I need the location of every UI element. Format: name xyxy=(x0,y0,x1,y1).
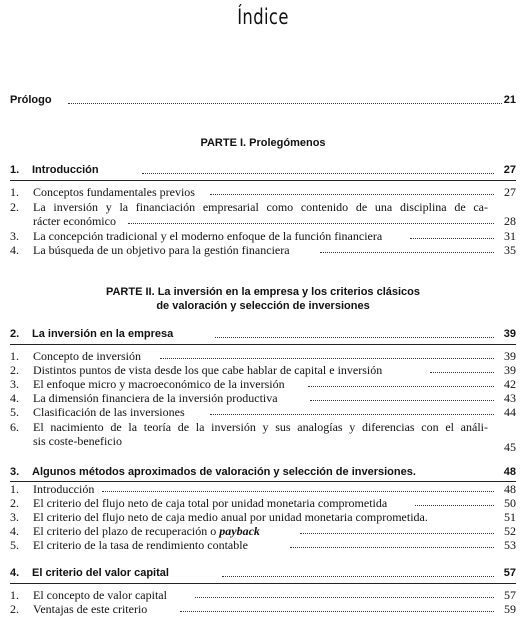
entry-number: 1. xyxy=(10,349,19,363)
entry-title: Conceptos fundamentales previos xyxy=(33,185,195,199)
entry-title: Ventajas de este criterio xyxy=(33,602,148,616)
entry-title-italic: payback xyxy=(219,524,260,538)
leader-dots xyxy=(160,358,494,359)
leader-dots xyxy=(310,400,494,401)
toc-entry[interactable] xyxy=(10,229,516,243)
entry-number: 4. xyxy=(10,243,19,257)
leader-dots xyxy=(415,505,494,506)
chapter-title: Algunos métodos aproximados de valoración y selección de inversiones. xyxy=(32,466,416,478)
leader-dots xyxy=(128,223,494,224)
leader-dots xyxy=(195,597,494,598)
toc-page-number: 43 xyxy=(504,391,516,405)
entry-title xyxy=(33,524,261,539)
entry-number: 5. xyxy=(10,405,19,419)
part-heading: PARTE I. Prolegómenos xyxy=(200,137,326,149)
toc-page-number: 27 xyxy=(503,164,516,176)
entry-number: 1. xyxy=(10,482,19,496)
entry-title: La dimensión financiera de la inversión productiva xyxy=(33,391,278,405)
entry-title: La concepción tradicional y el moderno enfoque de la función financiera xyxy=(33,229,383,243)
toc-page-number: 59 xyxy=(504,602,516,616)
chapter-divider xyxy=(10,180,516,181)
entry-number: 1. xyxy=(10,588,19,602)
toc-entry[interactable] xyxy=(10,482,516,496)
toc-entry[interactable] xyxy=(10,602,516,616)
chapter-number: 2. xyxy=(10,328,20,340)
entry-title: Clasificación de las inversiones xyxy=(33,405,185,419)
toc-page-number: 48 xyxy=(503,466,516,478)
leader-dots xyxy=(222,576,494,577)
toc-page-number: 35 xyxy=(504,243,516,257)
entry-title: El criterio de la tasa de rendimiento contable xyxy=(33,538,248,552)
toc-chapter-4[interactable] xyxy=(10,567,516,581)
entry-number: 2. xyxy=(10,363,19,377)
leader-dots xyxy=(210,194,494,195)
toc-page-number: 50 xyxy=(504,496,516,510)
entry-title: La búsqueda de un objetivo para la gestión financiera xyxy=(33,243,290,257)
toc-chapter-1[interactable] xyxy=(10,164,516,178)
chapter-title: El criterio del valor capital xyxy=(32,567,169,579)
toc-page-number: 39 xyxy=(504,349,516,363)
toc-page-number: 39 xyxy=(504,363,516,377)
toc-page-number: 39 xyxy=(503,328,516,340)
entry-number: 4. xyxy=(10,391,19,405)
toc-page-number: 45 xyxy=(504,440,516,454)
entry-title: El criterio del flujo neto de caja total por unidad monetaria comprometida xyxy=(33,496,388,510)
entry-title: La inversión y la financiación empresarial como contenido de una disciplina de ca- xyxy=(33,200,488,214)
toc-page-number: 52 xyxy=(504,524,516,538)
toc-entry[interactable] xyxy=(10,588,516,602)
entry-number: 2. xyxy=(10,200,19,214)
entry-title: El concepto de valor capital xyxy=(33,588,167,602)
entry-number: 3. xyxy=(10,510,19,524)
leader-dots xyxy=(180,611,494,612)
toc-entry[interactable] xyxy=(10,200,516,214)
part-heading-continued: de valoración y selección de inversiones xyxy=(156,300,370,312)
toc-page-number: 27 xyxy=(504,185,516,199)
entry-title-text: El criterio del plazo de recuperación o xyxy=(33,524,220,538)
entry-number: 1. xyxy=(10,185,19,199)
leader-dots xyxy=(142,173,494,174)
entry-title: El criterio del flujo neto de caja medio anual por unidad monetaria comprometida. xyxy=(33,510,428,524)
toc-page-number: 21 xyxy=(503,94,516,106)
toc-entry[interactable] xyxy=(10,538,516,552)
toc-page-number: 48 xyxy=(504,482,516,496)
toc-entry[interactable] xyxy=(10,363,516,377)
toc-entry[interactable] xyxy=(10,349,516,363)
chapter-number: 1. xyxy=(10,164,20,176)
entry-title: Distintos puntos de vista desde los que cabe hablar de capital e inversión xyxy=(33,363,383,377)
leader-dots xyxy=(102,491,494,492)
toc-entry[interactable] xyxy=(10,405,516,419)
toc-entry-continued[interactable] xyxy=(10,214,516,228)
toc-page-number: 42 xyxy=(504,377,516,391)
entry-number: 2. xyxy=(10,496,19,510)
toc-page-number: 44 xyxy=(504,405,516,419)
chapter-number: 3. xyxy=(10,466,20,478)
toc-entry[interactable] xyxy=(10,243,516,257)
toc-entry-prologo[interactable] xyxy=(10,94,516,108)
toc-entry[interactable] xyxy=(10,185,516,199)
toc-page-number: 57 xyxy=(503,567,516,579)
entry-title-continued: rácter económico xyxy=(33,214,116,228)
entry-number: 3. xyxy=(10,229,19,243)
entry-number: 6. xyxy=(10,420,19,434)
toc-page-number: 57 xyxy=(504,588,516,602)
leader-dots xyxy=(210,414,494,415)
toc-entry[interactable] xyxy=(10,420,516,434)
toc-entry[interactable] xyxy=(10,391,516,405)
toc-chapter-3[interactable] xyxy=(10,466,516,480)
entry-number: 3. xyxy=(10,377,19,391)
toc-page-number: 53 xyxy=(504,538,516,552)
leader-dots xyxy=(308,386,494,387)
leader-dots xyxy=(320,252,494,253)
toc-entry-label: Prólogo xyxy=(10,94,52,106)
leader-dots xyxy=(290,547,494,548)
leader-dots xyxy=(410,238,494,239)
entry-title: Concepto de inversión xyxy=(33,349,141,363)
page-title: Índice xyxy=(237,5,289,29)
entry-title: Introducción xyxy=(33,482,95,496)
leader-dots xyxy=(68,103,502,104)
entry-title-continued: sis coste-beneficio xyxy=(33,434,122,448)
toc-entry[interactable] xyxy=(10,377,516,391)
leader-dots xyxy=(300,533,494,534)
leader-dots xyxy=(215,337,494,338)
toc-page-number: 31 xyxy=(504,229,516,243)
toc-entry-page-line xyxy=(10,440,516,454)
entry-number: 5. xyxy=(10,538,19,552)
toc-chapter-2[interactable] xyxy=(10,328,516,342)
chapter-title: La inversión en la empresa xyxy=(32,328,174,340)
entry-title: El nacimiento de la teoría de la inversión y sus analogías y diferencias con el análi- xyxy=(33,420,488,434)
leader-dots xyxy=(430,372,494,373)
chapter-divider xyxy=(10,344,516,345)
entry-number: 4. xyxy=(10,524,19,538)
part-heading: PARTE II. La inversión en la empresa y los criterios clásicos xyxy=(105,286,421,298)
toc-entry[interactable] xyxy=(10,524,516,538)
entry-number: 2. xyxy=(10,602,19,616)
chapter-divider xyxy=(10,583,516,584)
chapter-title: Introducción xyxy=(32,164,99,176)
entry-title: El enfoque micro y macroeconómico de la inversión xyxy=(33,377,285,391)
toc-page-number: 28 xyxy=(504,214,516,228)
toc-entry[interactable] xyxy=(10,510,516,524)
chapter-number: 4. xyxy=(10,567,20,579)
toc-entry[interactable] xyxy=(10,496,516,510)
toc-page-number: 51 xyxy=(504,510,516,524)
